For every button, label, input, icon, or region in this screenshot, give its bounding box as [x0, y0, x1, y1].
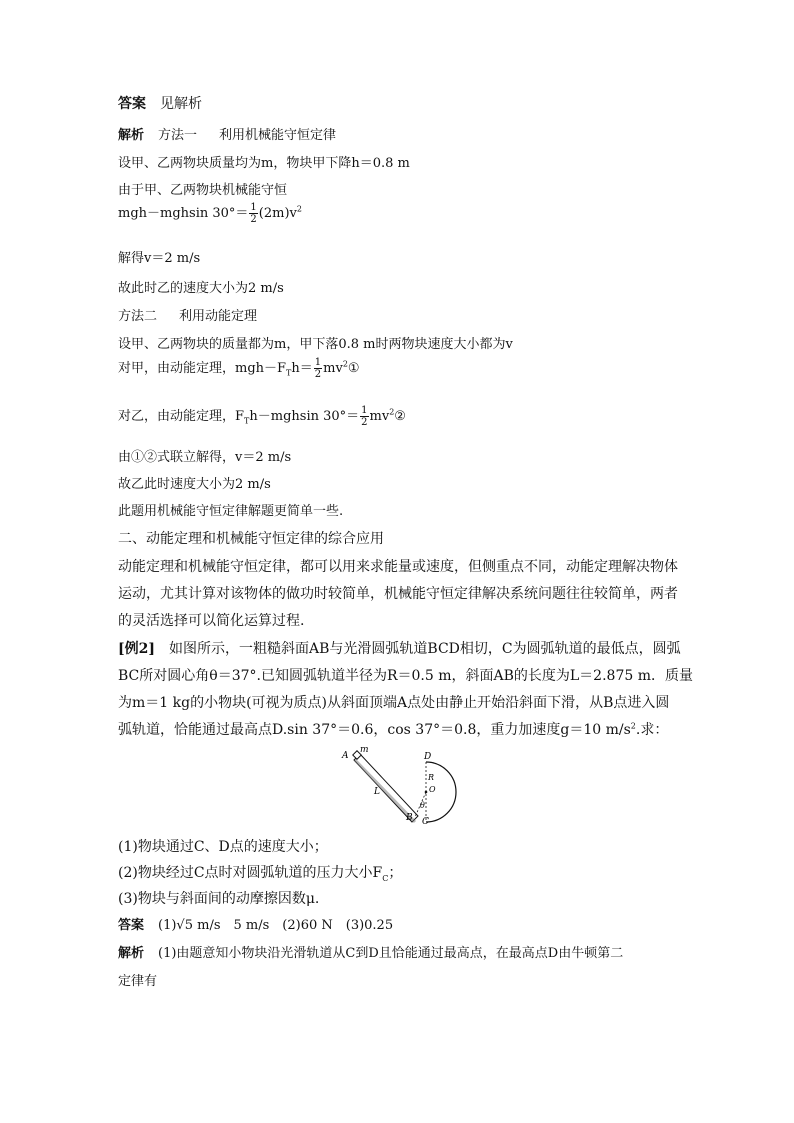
example-line-1: [例2] 如图所示，一粗糙斜面AB与光滑圆弧轨道BCD相切，C为圆弧轨道的最低点，圆弧: [118, 641, 681, 657]
method-1-label: 方法一: [158, 128, 198, 143]
incline-arc-diagram: [338, 746, 468, 826]
label-R: R: [428, 773, 435, 782]
text-line: 故此时乙的速度大小为2 m/s: [118, 281, 284, 296]
answer-line-2: [118, 914, 393, 933]
section-heading: 二、动能定理和机械能守恒定律的综合应用: [118, 531, 384, 547]
incline-surface: [354, 754, 418, 822]
solution-label: 解析: [118, 946, 145, 961]
equation-a: 对甲，由动能定理，$mgh-F_Th=$ $\frac{1}{2}$ $mv^2①$: [118, 357, 360, 380]
question-line: (2)物块经过C点时对圆弧轨道的压力大小$F_C$；: [118, 865, 403, 883]
text-line: 解得v＝2 m/s: [118, 251, 201, 266]
question-line: (3)物块与斜面间的动摩擦因数μ.: [118, 891, 320, 907]
center-point: [425, 791, 428, 794]
fraction: $\frac{1}{2}$: [250, 202, 257, 225]
example-tag: [例2]: [118, 641, 155, 657]
fraction: $\frac{1}{2}$: [314, 357, 322, 380]
text-line: 由①②式联立解得，v＝2 m/s: [118, 450, 292, 465]
label-B: B: [406, 813, 413, 823]
paragraph-line: 动能定理和机械能守恒定律，都可以用来求能量或速度，但侧重点不同，动能定理解决物体: [118, 559, 678, 575]
equation-energy-conservation: mgh－mghsin 30°＝ $\frac{1}{2}$ $(2m)v^2$: [118, 202, 302, 225]
text-line: 设甲、乙两物块质量均为m，物块甲下降h＝0.8 m: [118, 156, 410, 171]
label-O: O: [429, 785, 436, 794]
equation-b: 对乙，由动能定理，$F_Th-mghsin$ 30°＝ $\frac{1}{2}$ $mv^2②$: [118, 405, 406, 428]
question-line: (1)物块通过C、D点的速度大小；: [118, 839, 328, 855]
example-line: 为m＝1 kg的小物块(可视为质点)从斜面顶端A点处由静止开始沿斜面下滑，从B点进入圆: [118, 695, 670, 711]
example-line: BC所对圆心角θ＝37°.已知圆弧轨道半径为R＝0.5 m，斜面AB的长度为L＝2.875 m．质量: [118, 668, 693, 684]
text-line: 由于甲、乙两物块机械能守恒: [118, 183, 288, 198]
label-theta: θ: [420, 801, 425, 810]
answer-label: 答案: [118, 96, 146, 112]
example-line: 弧轨道，恰能通过最高点D.sin 37°＝0.6，cos 37°＝0.8，重力加速度g＝10 $m/s^2$.求：: [118, 721, 669, 738]
text-line: 此题用机械能守恒定律解题更简单一些.: [118, 504, 344, 519]
analysis-label: 解析: [118, 128, 145, 143]
analysis-method-1: [118, 124, 336, 143]
label-m: m: [360, 746, 369, 755]
paragraph-line: 的灵活选择可以简化运算过程.: [118, 613, 305, 629]
method-1-title: 利用机械能守恒定律: [219, 128, 337, 143]
label-L: L: [374, 787, 380, 797]
solution-line: 解析 (1)由题意知小物块沿光滑轨道从C到D且恰能通过最高点，在最高点D由牛顿第二: [118, 946, 624, 961]
solution-line: 定律有: [118, 974, 158, 989]
method-2-title: 利用动能定理: [179, 309, 258, 324]
text-line: 故乙此时速度大小为2 m/s: [118, 477, 271, 492]
answer-label: 答案: [118, 918, 145, 933]
fraction: $\frac{1}{2}$: [361, 405, 368, 428]
label-A: A: [342, 751, 349, 761]
text-line: 设甲、乙两物块的质量都为m，甲下落0.8 m时两物块速度大小都为v: [118, 337, 513, 352]
label-C: C: [422, 817, 429, 826]
answer-text: 见解析: [160, 96, 202, 112]
answer-line-1: [118, 93, 202, 113]
answer-values: (1)√5 m/s 5 m/s (2)60 N (3)0.25: [158, 918, 394, 933]
label-D: D: [424, 752, 432, 762]
paragraph-line: 运动，尤其计算对该物体的做功时较简单，机械能守恒定律解决系统问题往往较简单，两者: [118, 586, 678, 602]
method-2-line: [118, 305, 257, 324]
method-2-label: 方法二: [118, 309, 158, 324]
